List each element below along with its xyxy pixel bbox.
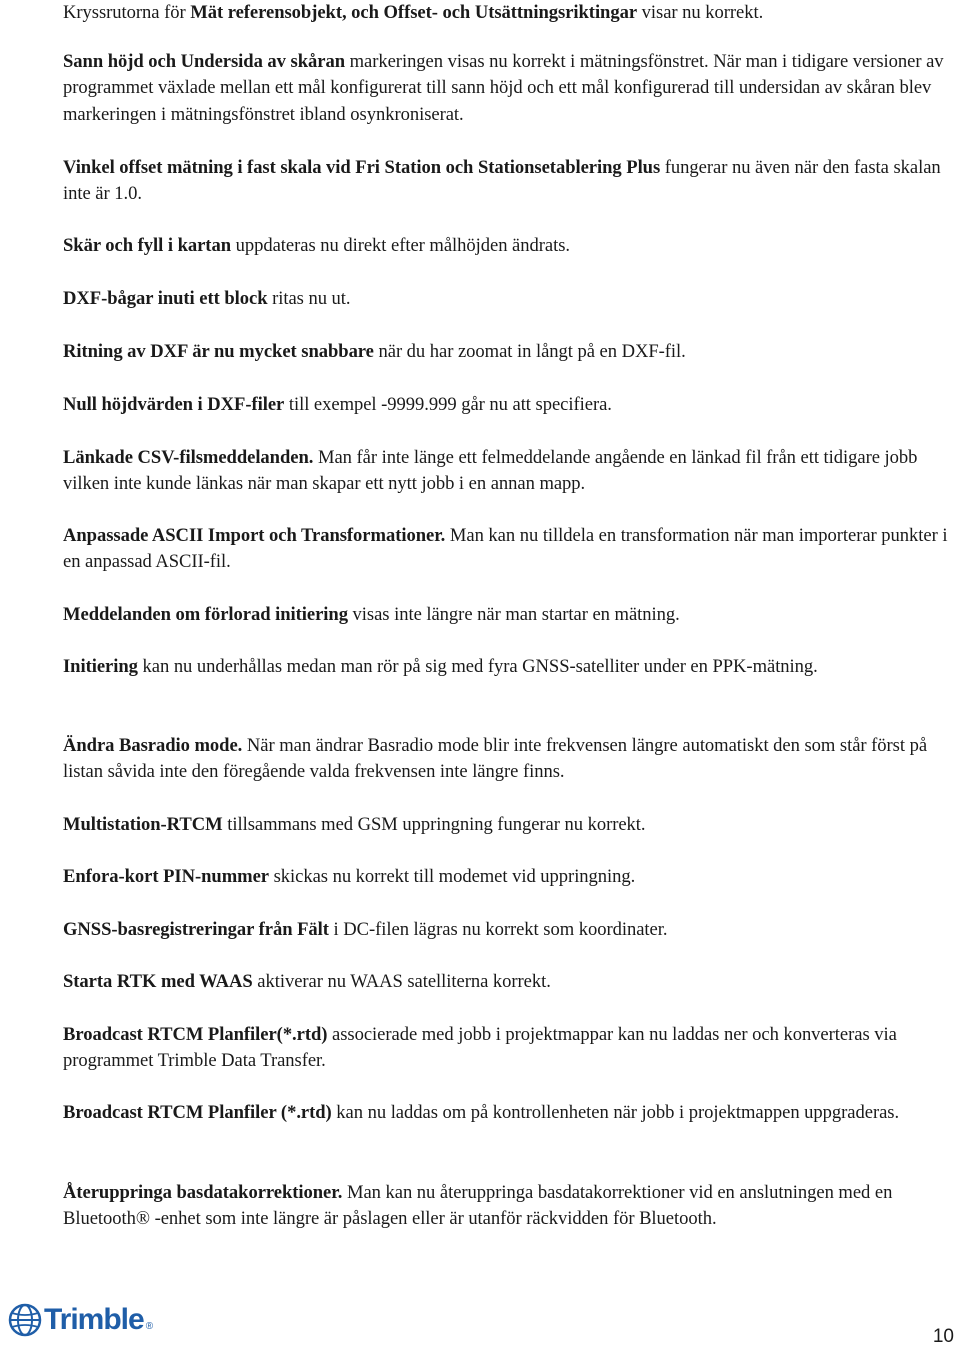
paragraph-text: aktiverar nu WAAS satelliterna korrekt. [252,971,551,992]
paragraph-11 [63,654,953,680]
paragraph-bold-heading: Vinkel offset mätning i fast skala vid Fri Station och Stationsetablering Plus [63,157,661,178]
paragraph-bold-heading: Broadcast RTCM Planfiler(*.rtd) [63,1024,328,1045]
paragraph-bold-heading: Skär och fyll i kartan [63,235,231,256]
paragraph-14 [63,864,953,890]
paragraph-bold-heading: Null höjdvärden i DXF-filer [63,394,285,415]
paragraph-bold-heading: Sann höjd och Undersida av skåran [63,51,345,72]
paragraph-bold-heading: Länkade CSV-filsmeddelanden. [63,447,314,468]
paragraph-10 [63,602,953,628]
paragraph-4 [63,233,953,259]
page-number: 10 [932,1326,954,1347]
paragraph-text: skickas nu korrekt till modemet vid uppringning. [268,866,636,887]
registered-mark: ® [145,1321,154,1332]
paragraph-bold-heading: Meddelanden om förlorad initiering [63,604,348,625]
paragraph-text: till exempel -9999.999 går nu att specifiera. [284,394,612,415]
paragraph-9 [63,523,953,576]
paragraph-text: Man kan nu tilldela en transformation när man importerar punkter i en anpassad ASCII-fil. [63,525,948,573]
logo-wordmark: Trimble [44,1303,144,1336]
paragraph-text: fungerar nu även när den fasta skalan inte är 1.0. [63,157,941,205]
paragraph-18 [63,1100,953,1126]
paragraph-6 [63,339,953,365]
paragraph-text: uppdateras nu direkt efter målhöjden ändrats. [231,235,570,256]
paragraph-text: kan nu underhållas medan man rör på sig med fyra GNSS-satelliter under en PPK-mätning. [137,656,818,677]
paragraph-17 [63,1022,953,1075]
paragraph-3 [63,155,953,208]
paragraph-12 [63,733,953,786]
paragraph-bold-heading: Starta RTK med WAAS [63,971,253,992]
paragraph-8 [63,445,953,498]
paragraph-bold-heading: Anpassade ASCII Import och Transformationer. [63,525,446,546]
paragraph-text: kan nu laddas om på kontrollenheten när jobb i projektmappen uppgraderas. [331,1102,900,1123]
paragraph-bold-heading: DXF-bågar inuti ett block [63,288,268,309]
paragraph-13 [63,812,953,838]
paragraph-text: Man kan nu återuppringa basdatakorrektioner vid en anslutningen med en Bluetooth® -enhet som inte längre är påslagen eller är utanför räckvidden för Bluetooth. [63,1182,893,1230]
paragraph-bold-heading: Initiering [63,656,138,677]
paragraph-text: visas inte längre när man startar en mätning. [347,604,680,625]
paragraph-bold-heading: Enfora-kort PIN-nummer [63,866,269,887]
paragraph-text: i DC-filen lägras nu korrekt som koordinater. [328,919,668,940]
trimble-logo [8,1300,153,1340]
paragraph-7 [63,392,953,418]
paragraph-bold-heading: Broadcast RTCM Planfiler (*.rtd) [63,1102,332,1123]
paragraph-text: när du har zoomat in långt på en DXF-fil. [373,341,686,362]
paragraph-text: ritas nu ut. [267,288,351,309]
paragraph-bold-heading: Ändra Basradio mode. [63,735,243,756]
paragraph-bold-heading: Multistation-RTCM [63,814,223,835]
paragraph-bold-heading: Ritning av DXF är nu mycket snabbare [63,341,374,362]
paragraph-text: visar nu korrekt. [637,2,764,23]
paragraph-text: Man får inte länge ett felmeddelande angående en länkad fil från ett tidigare jobb vilken inte kunde länkas när man skapar ett nytt jobb i en annan mapp. [63,447,918,495]
paragraph-text: markeringen visas nu korrekt i mätningsfönstret. När man i tidigare versioner av programmet växlade mellan ett mål konfigurerat till sann höjd och ett mål konfigurerad till undersidan av skåran blev markeringen i mätningsfönstret ibland osynkroniserat. [63,51,944,125]
paragraph-bold-heading: Mät referensobjekt, och Offset- och Utsättningsriktingar [190,2,638,23]
paragraph-text: När man ändrar Basradio mode blir inte frekvensen längre automatiskt den som står först på listan såvida inte den föregående valda frekvensen inte längre finns. [63,735,928,783]
globe-icon [8,1303,42,1337]
paragraph-15 [63,917,953,943]
paragraph-19 [63,1180,953,1233]
paragraph-text: associerade med jobb i projektmappar kan nu laddas ner och konverteras via programmet Trimble Data Transfer. [63,1024,897,1072]
paragraph-bold-heading: Återuppringa basdatakorrektioner. [63,1182,343,1203]
paragraph-1 [63,0,953,26]
paragraph-2 [63,49,953,128]
paragraph-text: Kryssrutorna för [63,2,191,23]
paragraph-bold-heading: GNSS-basregistreringar från Fält [63,919,329,940]
paragraph-text: tillsammans med GSM uppringning fungerar nu korrekt. [222,814,646,835]
paragraph-5 [63,286,953,312]
paragraph-16 [63,969,953,995]
